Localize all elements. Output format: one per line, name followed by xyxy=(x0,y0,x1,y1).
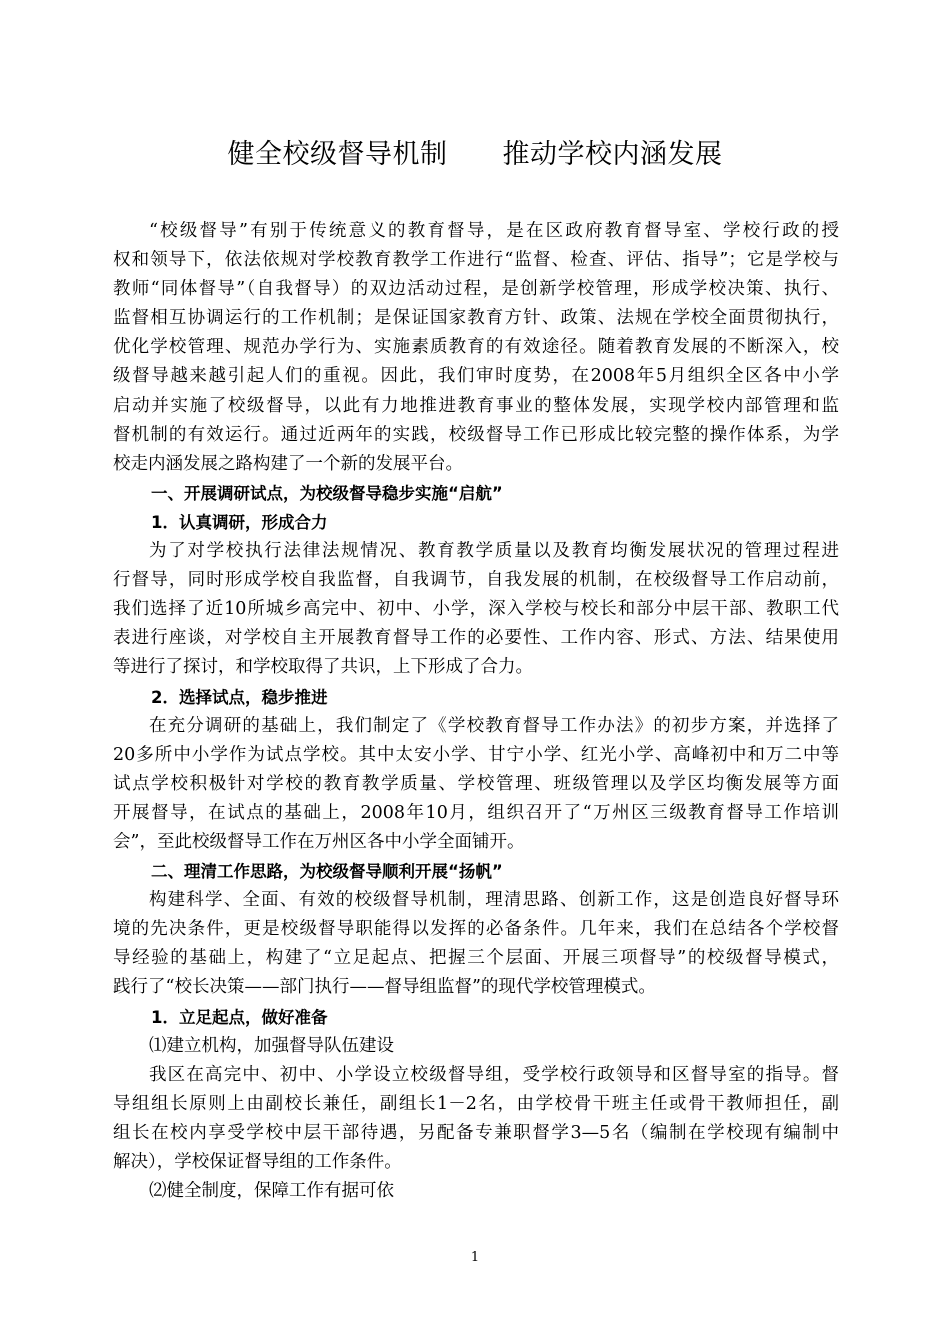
paragraph-line: 境的先决条件，更是校级督导职能得以发挥的必备条件。几年来，我们在总结各个学校督 xyxy=(113,919,839,940)
paragraph-line: 为了对学校执行法律法规情况、教育教学质量以及教育均衡发展状况的管理过程进 xyxy=(149,541,839,562)
paragraph-line: 优化学校管理、规范办学行为、实施素质教育的有效途径。随着教育发展的不断深入，校 xyxy=(113,337,839,358)
paragraph-line: 级督导越来越引起人们的重视。因此，我们审时度势，在2008年5月组织全区各中小学 xyxy=(113,366,839,387)
paragraph-line: 20多所中小学作为试点学校。其中太安小学、甘宁小学、红光小学、高峰初中和万二中等 xyxy=(113,744,839,765)
subsection-heading: 1．认真调研，形成合力 xyxy=(151,512,328,532)
paragraph-line: “校级督导”有别于传统意义的教育督导，是在区政府教育督导室、学校行政的授 xyxy=(149,221,839,241)
paragraph-line: 权和领导下，依法依规对学校教育教学工作进行“监督、检查、评估、指导”；它是学校与 xyxy=(113,250,839,271)
document-title: 健全校级督导机制 推动学校内涵发展 xyxy=(227,139,723,170)
paragraph-line: 导组组长原则上由副校长兼任，副组长1－2名，由学校骨干班主任或骨干教师担任，副 xyxy=(113,1093,839,1114)
paragraph-line: 试点学校积极针对学校的教育教学质量、学校管理、班级管理以及学区均衡发展等方面 xyxy=(113,773,839,794)
paragraph-line: 校走内涵发展之路构建了一个新的发展平台。 xyxy=(113,453,463,474)
paragraph-line: 我们选择了近10所城乡高完中、初中、小学，深入学校与校长和部分中层干部、教职工代 xyxy=(113,599,839,620)
paragraph-line: 组长在校内享受学校中层干部待遇，另配备专兼职督学3—5名（编制在学校现有编制中 xyxy=(113,1122,839,1143)
section-heading: 一、开展调研试点，为校级督导稳步实施“启航” xyxy=(151,483,503,503)
paragraph-line: 监督相互协调运行的工作机制；是保证国家教育方针、政策、法规在学校全面贯彻执行， xyxy=(113,308,839,329)
document-body xyxy=(113,217,839,1206)
item-heading: ⑵健全制度，保障工作有据可依 xyxy=(149,1181,394,1202)
paragraph-line: 启动并实施了校级督导，以此有力地推进教育事业的整体发展，实现学校内部管理和监 xyxy=(113,395,839,416)
paragraph-line: 践行了“校长决策——部门执行——督导组监督”的现代学校管理模式。 xyxy=(113,977,656,998)
paragraph-line: 教师“同体督导”（自我督导）的双边活动过程，是创新学校管理，形成学校决策、执行、 xyxy=(113,279,839,300)
paragraph-line: 等进行了探讨，和学校取得了共识，上下形成了合力。 xyxy=(113,657,533,678)
section-heading: 二、理清工作思路，为校级督导顺利开展“扬帆” xyxy=(151,862,503,882)
paragraph-line: 我区在高完中、初中、小学设立校级督导组，受学校行政领导和区督导室的指导。督 xyxy=(149,1064,839,1085)
paragraph-line: 构建科学、全面、有效的校级督导机制，理清思路、创新工作，这是创造良好督导环 xyxy=(149,890,839,911)
paragraph-line: 督机制的有效运行。通过近两年的实践，校级督导工作已形成比较完整的操作体系，为学 xyxy=(113,424,839,445)
paragraph-line: 行督导，同时形成学校自我监督，自我调节，自我发展的机制，在校级督导工作启动前， xyxy=(113,570,839,591)
paragraph-line: 开展督导，在试点的基础上，2008年10月，组织召开了“万州区三级教育督导工作培训 xyxy=(113,802,839,823)
paragraph-line: 会”，至此校级督导工作在万州区各中小学全面铺开。 xyxy=(113,831,525,852)
paragraph-line: 导经验的基础上，构建了“立足起点、把握三个层面、开展三项督导”的校级督导模式， xyxy=(113,948,839,969)
subsection-heading: 1．立足起点，做好准备 xyxy=(151,1007,328,1027)
subsection-heading: 2．选择试点，稳步推进 xyxy=(151,687,328,707)
page-number: 1 xyxy=(470,1250,480,1265)
paragraph-line: 表进行座谈，对学校自主开展教育督导工作的必要性、工作内容、形式、方法、结果使用 xyxy=(113,628,839,649)
paragraph-line: 在充分调研的基础上，我们制定了《学校教育督导工作办法》的初步方案，并选择了 xyxy=(149,715,839,736)
item-heading: ⑴建立机构，加强督导队伍建设 xyxy=(149,1035,394,1056)
paragraph-line: 解决），学校保证督导组的工作条件。 xyxy=(113,1152,402,1172)
